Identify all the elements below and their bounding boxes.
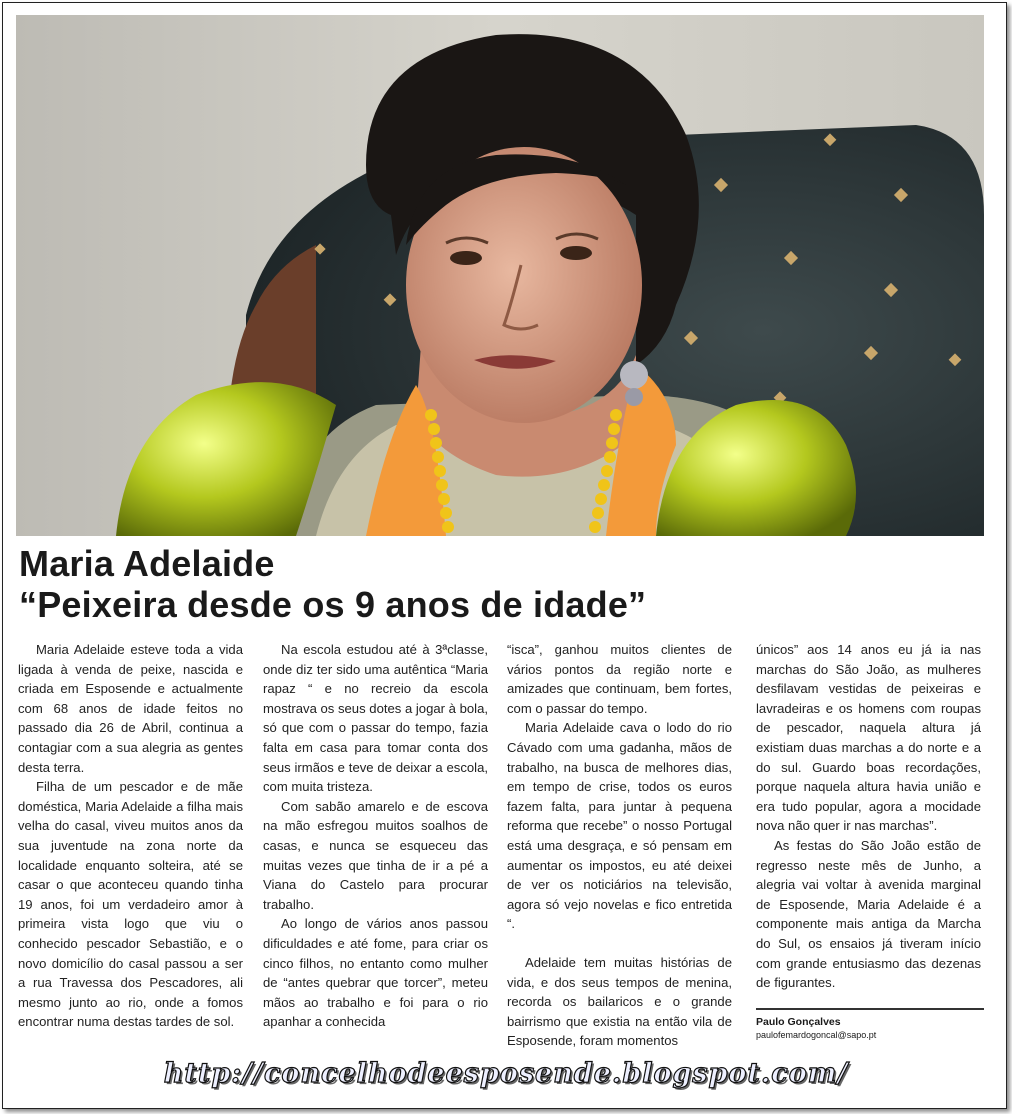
paragraph: Com sabão amarelo e de escova na mão esfregou muitos soalhos de casas, e nunca se esqueceu das muitas vezes que tinha de ir a pé a Viana do Castelo para procurar trabalho. [263,798,488,912]
article-body [18,640,984,1050]
paragraph: Na escola estudou até à 3ªclasse, onde diz ter sido uma autêntica “Maria rapaz “ e no recreio da escola mostrava os seus dotes a jogar à bola, só que com o passar do tempo, fazia falta em casa para tomar conta dos seus irmãos e teve de deixar a escola, com muita tristeza. [263,642,488,795]
blog-url[interactable]: http://concelhodeesposende.blogspot.com/ [163,1058,849,1089]
portrait-photo [16,15,984,536]
article-column-1 [18,640,243,1032]
paragraph: Filha de um pescador e de mãe doméstica, Maria Adelaide a filha mais velha do casal, viveu muitos anos da sua juventude na zona norte da localidade enquanto solteira, até se casar o que aconteceu quando tinha 19 anos, foi um verdadeiro amor à primeira vista logo que viu o conhecido pescador Sebastião, e o novo domicílio do casal passou a ser a rua Travessa dos Pescadores, ali mesmo junto ao rio, onde a fomos encontrar numa destas tardes de sol. [18,779,243,1030]
headline-name: Maria Adelaide [19,543,275,584]
byline [756,1008,984,1041]
paragraph: Ao longo de vários anos passou dificuldades e até fome, para criar os cinco filhos, no entanto como mulher de “antes quebrar que torcer”, meteu mãos ao trabalho e foi para o rio apanhar a conhecida [263,916,488,1030]
paragraph: Maria Adelaide esteve toda a vida ligada à venda de peixe, nascida e criada em Esposende e actualmente com 68 anos de idade feitos no passado dia 26 de Abril, continua a contagiar com a sua alegria as gentes desta terra. [18,642,243,775]
headline-quote: “Peixeira desde os 9 anos de idade” [19,584,647,625]
paragraph: Maria Adelaide cava o lodo do rio Cávado com uma gadanha, mãos de trabalho, na busca de melhores dias, em tempo de crise, todos os euros fazem falta, para juntar à pequena reforma que recebe” o nosso Portugal está uma desgraça, e só pensam em aumentar os impostos, eu até deixei de ver os noticiários na televisão, agora só vejo novelas e fico entretida “. [507,720,732,932]
portrait-illustration [16,15,984,536]
paragraph: As festas do São João estão de regresso neste mês de Junho, a alegria vai voltar à avenida marginal de Esposende, Maria Adelaide é a componente mais antiga da Marcha do Sul, os ensaios já tiveram início com grande entusiasmo das dezenas de figurantes. [756,837,981,991]
headline [19,544,979,626]
author-email: paulofemardogoncal@sapo.pt [756,1030,877,1040]
article-column-2 [263,640,488,1032]
author-name: Paulo Gonçalves [756,1016,841,1028]
paragraph: “isca”, ganhou muitos clientes de vários pontos da região norte e amizades que continuam, bem fortes, com o passar do tempo. [507,642,732,716]
article-column-3 [507,640,732,1051]
article-column-4 [756,640,981,993]
paragraph: únicos” aos 14 anos eu já ia nas marchas do São João, as mulheres desfilavam vestidas de peixeiras e lavradeiras e os homens com roupas de pescador, naquela altura já existiam duas marchas a do norte e a do sul. Guardo boas recordações, porque naquela altura havia união e era tudo popular, agora a mocidade nova não quer ir nas marchas”. [756,642,981,834]
paragraph: Adelaide tem muitas histórias de vida, e dos seus tempos de menina, recorda os bailaricos e o grande bairrismo que existia na então vila de Esposende, foram momentos [507,954,732,1049]
